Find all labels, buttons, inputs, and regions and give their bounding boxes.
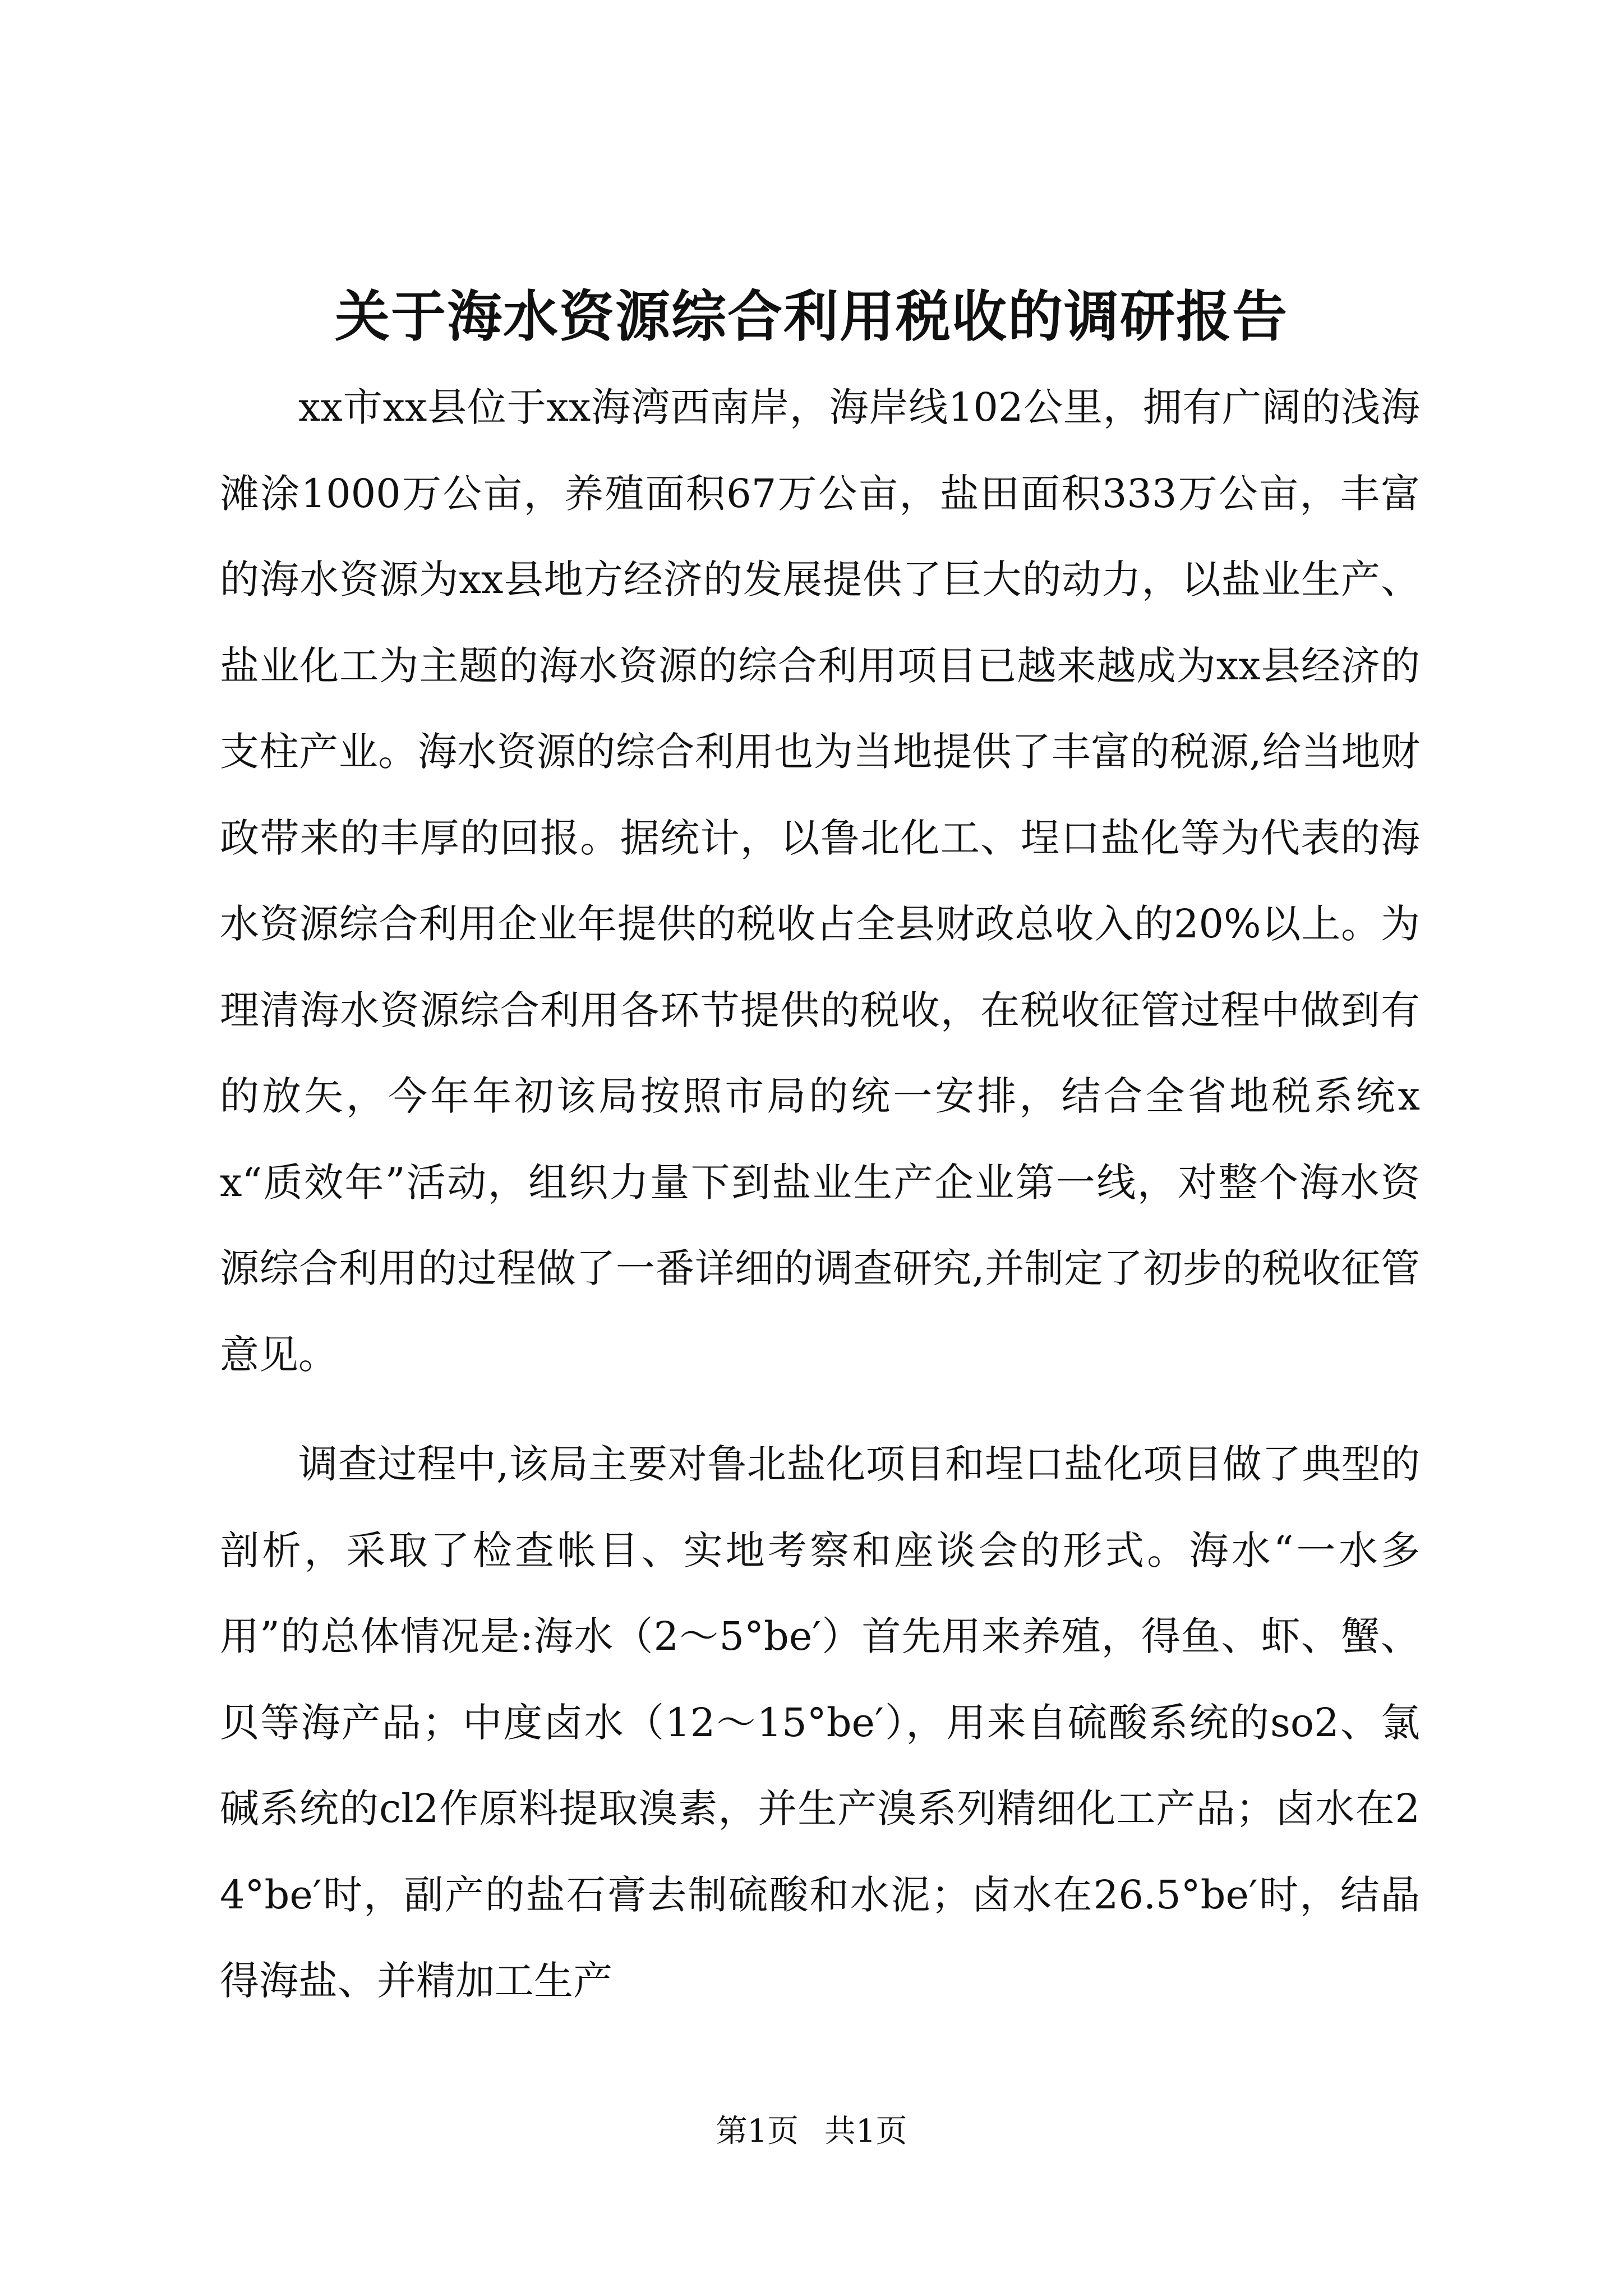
document-title: 关于海水资源综合利用税收的调研报告 (334, 284, 1288, 349)
paragraph-1: xx市xx县位于xx海湾西南岸，海岸线102公里，拥有广阔的浅海滩涂1000万公亩，养殖面积67万公亩，盐田面积333万公亩，丰富的海水资源为xx县地方经济的发展提供了巨大的动力，以盐业生产、盐业化工为主题的海水资源的综合利用项目已越来越成为xx县经济的支柱产业。海水资源的综合利用也为当地提供了丰富的税源,给当地财政带来的丰厚的回报。据统计，以鲁北化工、埕口盐化等为代表的海水资源综合利用企业年提供的税收占全县财政总收入的20%以上。为理清海水资源综合利用各环节提供的税收，在税收征管过程中做到有的放矢，今年年初该局按照市局的统一安排，结合全省地税系统xx“质效年”活动，组织力量下到盐业生产企业第一线，对整个海水资源综合利用的过程做了一番详细的调查研究,并制定了初步的税收征管意见。 (220, 384, 1421, 1378)
page-number-total: 共1页 (824, 2113, 907, 2150)
document-body (220, 365, 1420, 2024)
page-number-current: 第1页 (716, 2113, 799, 2150)
page-footer (0, 2112, 1623, 2151)
paragraph-2: 调查过程中,该局主要对鲁北盐化项目和埕口盐化项目做了典型的剖析，采取了检查帐目、实地考察和座谈会的形式。海水“一水多用”的总体情况是:海水（2～5°be′）首先用来养殖，得鱼、虾、蟹、贝等海产品；中度卤水（12～15°be′），用来自硫酸系统的so2、氯碱系统的cl2作原料提取溴素，并生产溴系列精细化工产品；卤水在24°be′时，副产的盐石膏去制硫酸和水泥；卤水在26.5°be′时，结晶得海盐、并精加工生产 (220, 1441, 1420, 2004)
